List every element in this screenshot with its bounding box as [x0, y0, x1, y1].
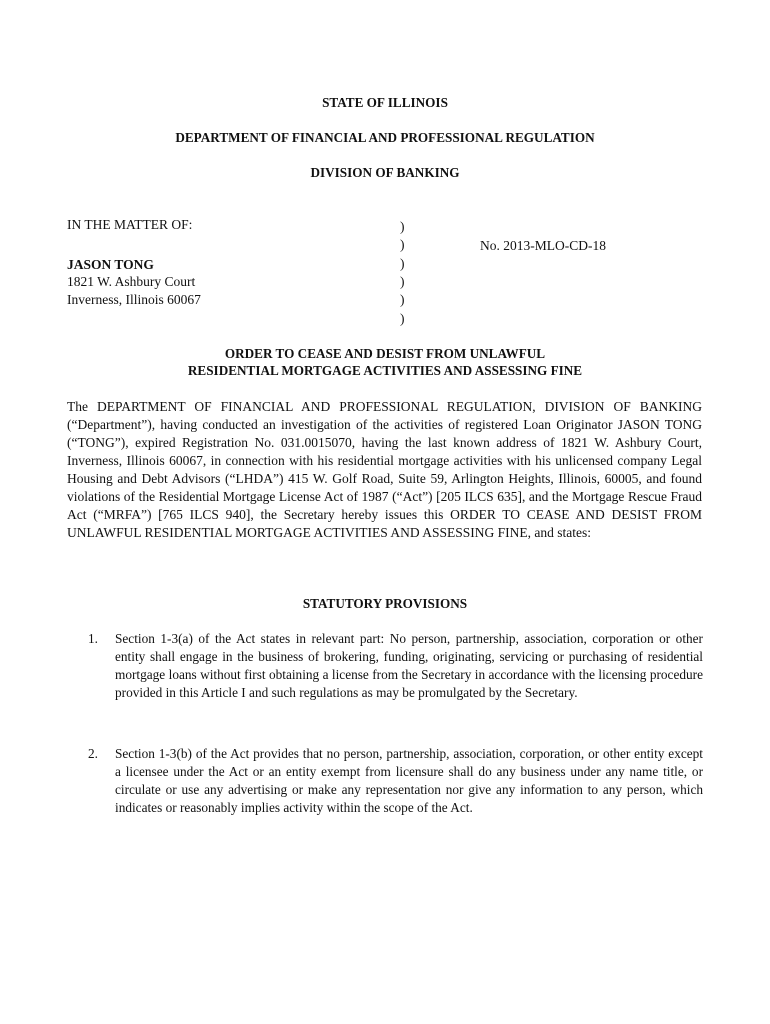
header-state: STATE OF ILLINOIS [322, 95, 448, 110]
header-division: DIVISION OF BANKING [310, 165, 460, 180]
caption-paren: ) [400, 311, 405, 326]
provision-item [88, 630, 703, 702]
caption-paren: ) [400, 237, 405, 252]
respondent-address-line2: Inverness, Illinois 60067 [67, 292, 201, 307]
case-number: No. 2013-MLO-CD-18 [480, 238, 606, 253]
provision-item [88, 745, 703, 817]
provision-number: 1. [88, 631, 98, 646]
header-department: DEPARTMENT OF FINANCIAL AND PROFESSIONAL REGULATION [175, 130, 595, 145]
matter-label: IN THE MATTER OF: [67, 217, 193, 232]
caption-paren: ) [400, 256, 405, 271]
intro-paragraph: The DEPARTMENT OF FINANCIAL AND PROFESSIONAL REGULATION, DIVISION OF BANKING (“Department”), having conducted an investigation of the activities of registered Loan Originator JASON TONG (“TONG”), expired Registration No. 031.0015070, having the last known address of 1821 W. Ashbury Court, Inverness, Illinois 60067, in connection with his residential mortgage activities with his unlicensed company Legal Housing and Debt Advisors (“LHDA”) 415 W. Golf Road, Suite 59, Arlington Heights, Illinois, 60005, and found violations of the Residential Mortgage License Act of 1987 (“Act”) [205 ILCS 635], and the Mortgage Rescue Fraud Act (“MRFA”) [765 ILCS 940], the Secretary hereby issues this ORDER TO CEASE AND DESIST FROM UNLAWFUL RESIDENTIAL MORTGAGE ACTIVITIES AND ASSESSING FINE, and states: [67, 399, 702, 540]
order-title-line2: RESIDENTIAL MORTGAGE ACTIVITIES AND ASSESSING FINE [187, 363, 583, 378]
caption-paren: ) [400, 219, 405, 234]
caption-paren: ) [400, 292, 405, 307]
provision-text: Section 1-3(b) of the Act provides that no person, partnership, association, corporation, or other entity except a licensee under the Act or an entity exempt from licensure shall do any business under any name title, or circulate or use any advertising or make any representation nor give any information to any person, which indicates or reasonably implies activity within the scope of the Act. [115, 746, 703, 815]
respondent-name: JASON TONG [67, 257, 154, 272]
section-heading: STATUTORY PROVISIONS [302, 596, 468, 611]
provision-text: Section 1-3(a) of the Act states in relevant part: No person, partnership, association, corporation or other entity shall engage in the business of brokering, funding, originating, servicing or purchasing of residential mortgage loans without first obtaining a license from the Secretary in accordance with the licensing procedure provided in this Article I and such regulations as may be promulgated by the Secretary. [115, 631, 703, 700]
caption-paren: ) [400, 274, 405, 289]
order-title-line1: ORDER TO CEASE AND DESIST FROM UNLAWFUL [224, 346, 546, 361]
provision-number: 2. [88, 746, 98, 761]
respondent-address-line1: 1821 W. Ashbury Court [67, 274, 196, 289]
